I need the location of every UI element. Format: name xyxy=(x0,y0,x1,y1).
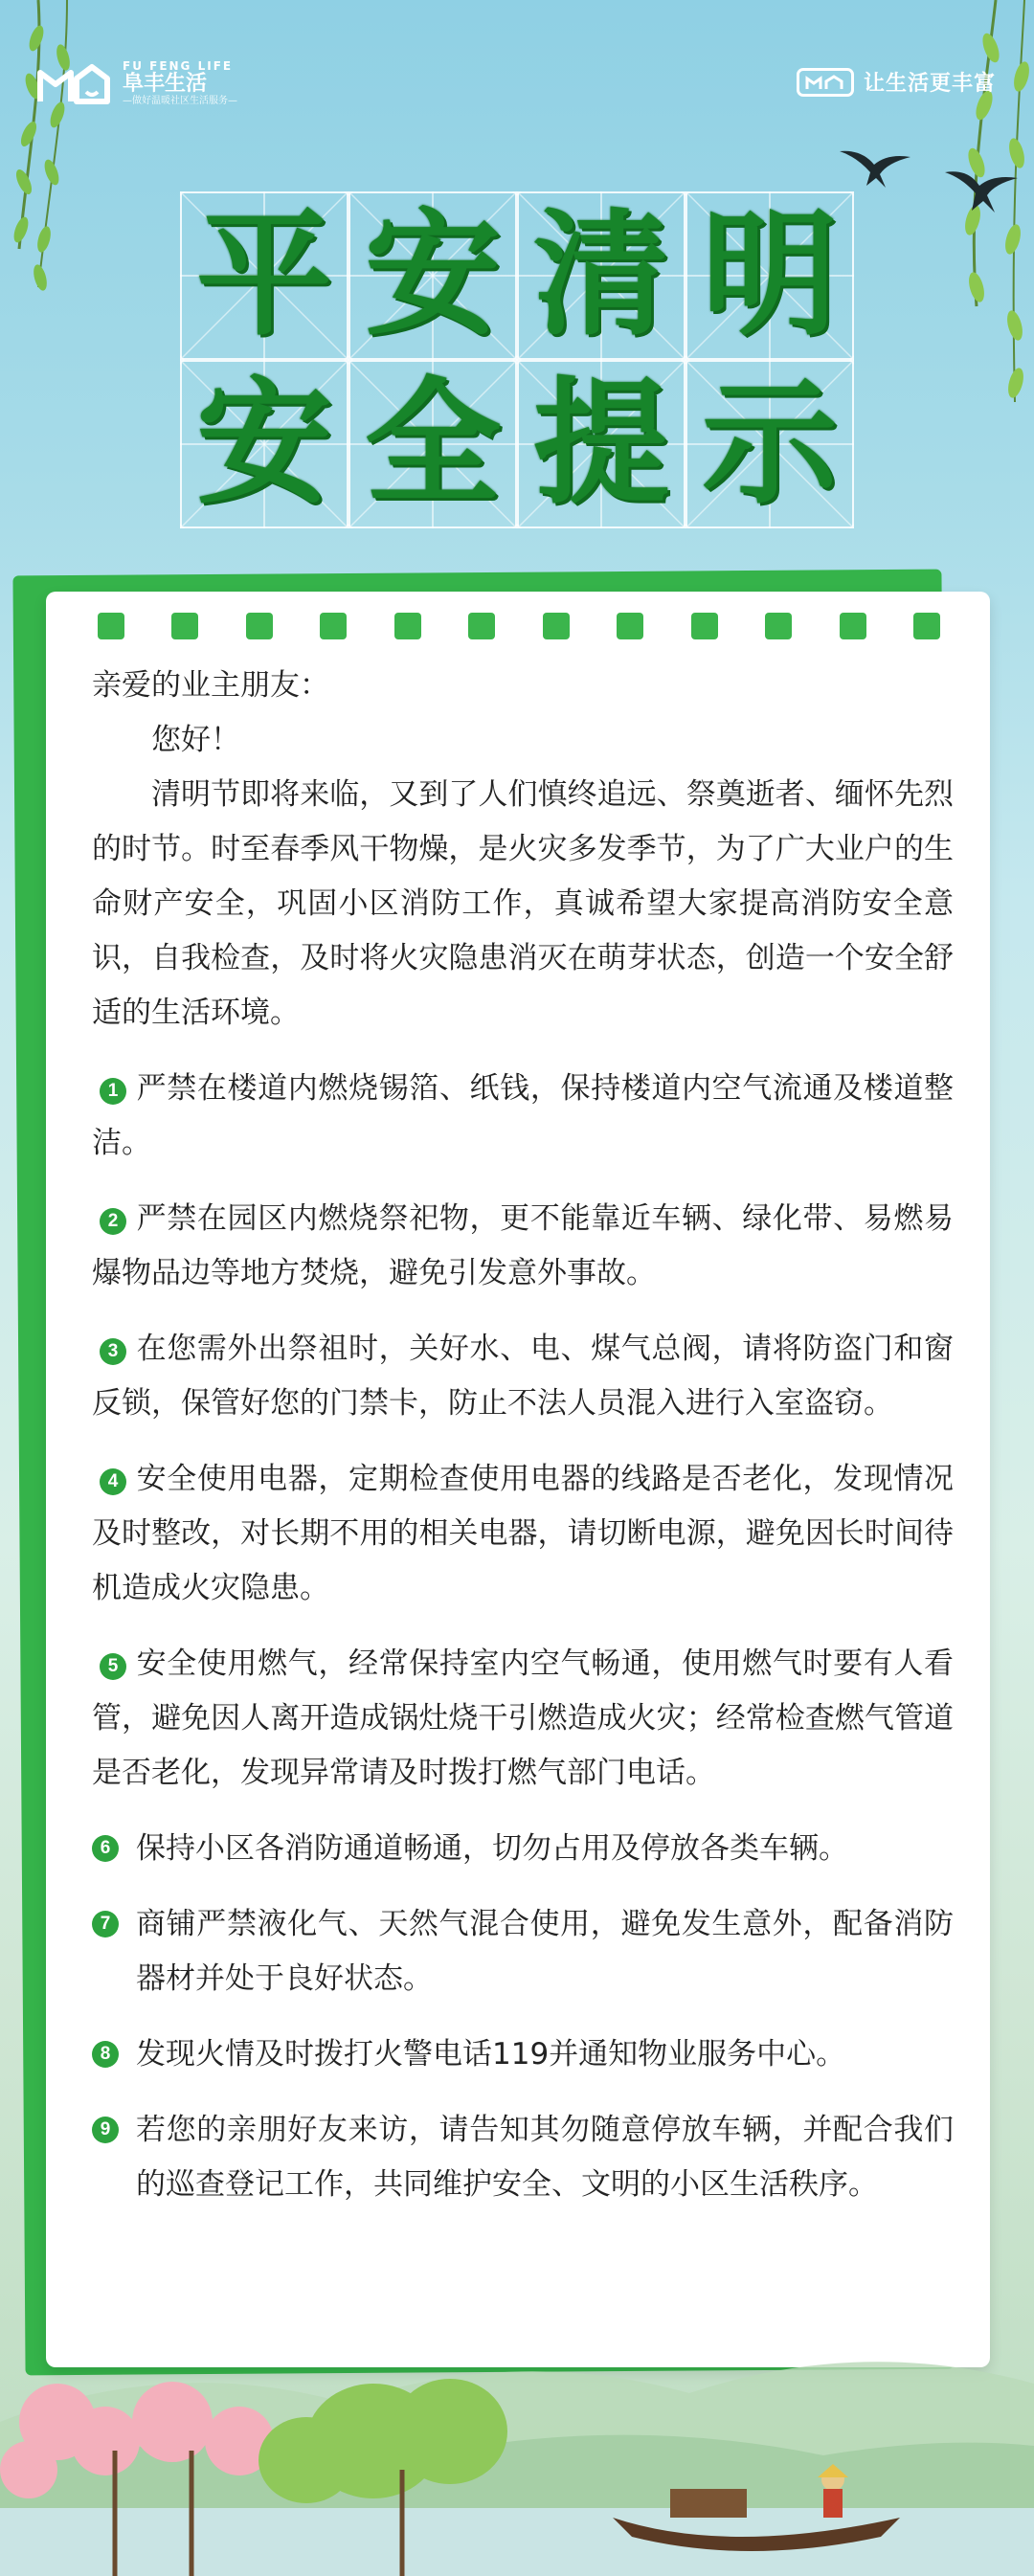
binder-hole xyxy=(98,613,124,639)
title-char: 全 xyxy=(365,365,501,523)
title-cell xyxy=(517,191,686,360)
brand-english-name: FU FENG LIFE xyxy=(123,58,234,73)
tip-text: 若您的亲朋好友来访，请告知其勿随意停放车辆，并配合我们的巡查登记工作，共同维护安全、文明的小区生活秩序。 xyxy=(136,2113,954,2202)
list-item xyxy=(92,2027,954,2082)
safety-tips-list xyxy=(92,1062,954,2212)
number-badge: 4 xyxy=(100,1468,126,1495)
title-char: 示 xyxy=(702,365,838,523)
binder-hole xyxy=(913,613,940,639)
title-cell xyxy=(348,360,517,528)
tip-text: 严禁在园区内燃烧祭祀物，更不能靠近车辆、绿化带、易燃易爆物品边等地方焚烧，避免引发意外事故。 xyxy=(92,1201,954,1290)
list-item xyxy=(92,1637,954,1801)
intro-paragraph: 清明节即将来临，又到了人们慎终追远、祭奠逝者、缅怀先烈的时节。时至春季风干物燥，是火灾多发季节，为了广大业户的生命财产安全，巩固小区消防工作，真诚希望大家提高消防安全意识，自我检查，及时将火灾隐患消灭在萌芽状态，创造一个安全舒适的生活环境。 xyxy=(92,777,954,1030)
list-item xyxy=(92,2103,954,2212)
binder-holes xyxy=(98,613,940,639)
list-item xyxy=(92,1062,954,1171)
tip-text: 发现火情及时拨打火警电话119并通知物业服务中心。 xyxy=(136,2037,846,2072)
list-item xyxy=(92,1452,954,1616)
tip-text: 保持小区各消防通道畅通，切勿占用及停放各类车辆。 xyxy=(136,1831,848,1866)
house-logo-icon xyxy=(36,59,113,107)
binder-hole xyxy=(394,613,421,639)
title-cell xyxy=(180,360,348,528)
number-badge: 9 xyxy=(92,2117,119,2143)
binder-hole xyxy=(246,613,273,639)
binder-hole xyxy=(543,613,570,639)
number-badge: 6 xyxy=(92,1835,119,1862)
title-char: 明 xyxy=(702,196,838,354)
notice-card xyxy=(46,592,990,2367)
title-char: 安 xyxy=(196,365,332,523)
list-item xyxy=(92,1897,954,2006)
title-cell xyxy=(686,360,854,528)
salutation: 亲爱的业主朋友： xyxy=(92,668,329,703)
binder-hole xyxy=(617,613,643,639)
binder-hole xyxy=(765,613,792,639)
title-char: 提 xyxy=(533,365,669,523)
binder-hole xyxy=(840,613,866,639)
greeting: 您好！ xyxy=(151,723,240,757)
brand-slogan xyxy=(797,67,996,97)
tip-text: 商铺严禁液化气、天然气混合使用，避免发生意外，配备消防器材并处于良好状态。 xyxy=(136,1907,954,1996)
binder-hole xyxy=(691,613,718,639)
number-badge: 5 xyxy=(100,1653,126,1680)
swallow-icon xyxy=(838,144,914,191)
title-char: 安 xyxy=(365,196,501,354)
slogan-text: 让生活更丰富 xyxy=(863,72,996,96)
landscape-illustration xyxy=(0,2202,1034,2576)
tip-text: 在您需外出祭祖时，关好水、电、煤气总阀，请将防盗门和窗反锁，保管好您的门禁卡，防止不法人员混入进行入室盗窃。 xyxy=(92,1332,954,1421)
list-item xyxy=(92,1322,954,1431)
number-badge: 3 xyxy=(100,1338,126,1365)
notice-body xyxy=(92,659,954,2233)
title-cell xyxy=(180,191,348,360)
title-char: 平 xyxy=(196,196,332,354)
tip-text: 严禁在楼道内燃烧锡箔、纸钱，保持楼道内空气流通及楼道整洁。 xyxy=(92,1071,954,1160)
title-cell xyxy=(517,360,686,528)
swallow-icon xyxy=(943,163,1020,216)
tip-text: 安全使用电器，定期检查使用电器的线路是否老化，发现情况及时整改，对长期不用的相关电器，请切断电源，避免因长时间待机造成火灾隐患。 xyxy=(92,1462,954,1605)
poster-title xyxy=(180,191,854,528)
number-badge: 2 xyxy=(100,1208,126,1235)
title-char: 清 xyxy=(533,196,669,354)
brand-chinese-name: 阜丰生活 xyxy=(123,72,208,96)
binder-hole xyxy=(320,613,347,639)
list-item xyxy=(92,1822,954,1876)
title-cell xyxy=(686,191,854,360)
brand-subtitle: —做好温暖社区生活服务— xyxy=(123,96,237,107)
tip-text: 安全使用燃气，经常保持室内空气畅通，使用燃气时要有人看管，避免因人离开造成锅灶烧干引燃造成火灾；经常检查燃气管道是否老化，发现异常请及时拨打燃气部门电话。 xyxy=(92,1646,954,1790)
number-badge: 7 xyxy=(92,1911,119,1938)
list-item xyxy=(92,1192,954,1301)
number-badge: 8 xyxy=(92,2041,119,2068)
title-cell xyxy=(348,191,517,360)
binder-hole xyxy=(171,613,198,639)
brand-logo xyxy=(36,59,237,107)
number-badge: 1 xyxy=(100,1078,126,1105)
binder-hole xyxy=(468,613,495,639)
brand-mark-icon xyxy=(797,68,854,97)
